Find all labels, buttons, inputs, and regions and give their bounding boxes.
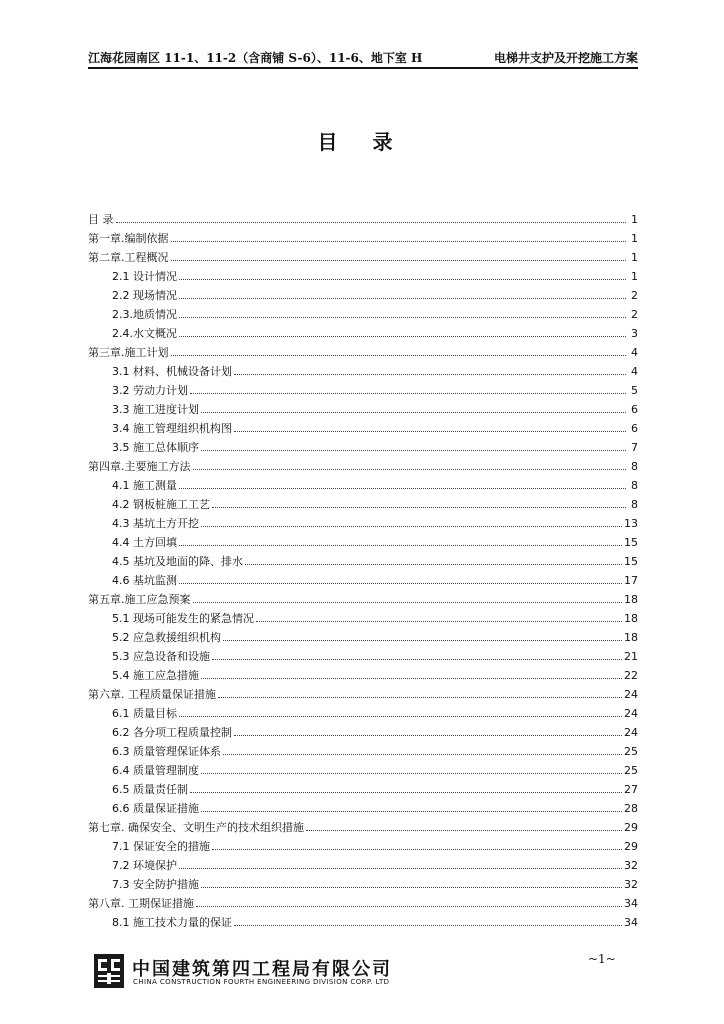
toc-leader-dots	[201, 811, 622, 812]
toc-entry-title: 4.5 基坑及地面的降、排水	[112, 555, 243, 568]
toc-entry-title: 第五章.施工应急预案	[88, 593, 191, 606]
toc-entry-page: 18	[624, 593, 638, 606]
toc-leader-dots	[212, 659, 622, 660]
header-rule	[88, 67, 638, 69]
header-project-title: 江海花园南区 11-1、11-2（含商铺 S-6）、11-6、地下室 H	[88, 51, 423, 65]
toc-entry-page: 4	[631, 365, 638, 378]
toc-leader-dots	[193, 469, 627, 470]
table-of-contents	[88, 207, 638, 929]
toc-entry-title: 3.3 施工进度计划	[112, 403, 199, 416]
toc-entry-page: 7	[631, 441, 638, 454]
toc-leader-dots	[179, 279, 626, 280]
toc-entry[interactable]	[88, 682, 638, 701]
toc-entry-page: 25	[624, 764, 638, 777]
toc-entry-title: 6.3 质量管理保证体系	[112, 745, 221, 758]
toc-entry-page: 24	[624, 726, 638, 739]
toc-entry[interactable]	[88, 321, 638, 340]
toc-leader-dots	[201, 450, 626, 451]
toc-leader-dots	[223, 754, 622, 755]
toc-entry-title: 第三章.施工计划	[88, 346, 169, 359]
toc-entry[interactable]	[88, 910, 638, 929]
toc-entry[interactable]	[88, 606, 638, 625]
toc-entry-page: 8	[631, 498, 638, 511]
toc-entry[interactable]	[88, 872, 638, 891]
toc-entry-title: 6.1 质量目标	[112, 707, 177, 720]
toc-entry-page: 1	[631, 270, 638, 283]
toc-entry[interactable]	[88, 416, 638, 435]
toc-entry[interactable]	[88, 435, 638, 454]
toc-leader-dots	[179, 716, 622, 717]
toc-title: 目 录	[317, 130, 407, 154]
toc-entry[interactable]	[88, 891, 638, 910]
toc-entry-page: 18	[624, 612, 638, 625]
toc-leader-dots	[179, 317, 626, 318]
toc-entry-title: 6.4 质量管理制度	[112, 764, 199, 777]
toc-entry[interactable]	[88, 549, 638, 568]
toc-entry-page: 29	[624, 840, 638, 853]
toc-leader-dots	[218, 697, 622, 698]
toc-leader-dots	[171, 260, 627, 261]
toc-entry-title: 4.1 施工测量	[112, 479, 177, 492]
toc-leader-dots	[212, 507, 626, 508]
toc-entry-page: 15	[624, 555, 638, 568]
toc-entry-title: 5.3 应急设备和设施	[112, 650, 210, 663]
toc-entry[interactable]	[88, 359, 638, 378]
toc-entry-title: 7.3 安全防护措施	[112, 878, 199, 891]
toc-entry-title: 2.1 设计情况	[112, 270, 177, 283]
toc-entry[interactable]	[88, 511, 638, 530]
toc-entry-title: 第八章. 工期保证措施	[88, 897, 194, 910]
toc-leader-dots	[234, 374, 626, 375]
toc-entry[interactable]	[88, 663, 638, 682]
toc-entry[interactable]	[88, 473, 638, 492]
toc-entry[interactable]	[88, 340, 638, 359]
toc-entry-title: 5.1 现场可能发生的紧急情况	[112, 612, 254, 625]
toc-leader-dots	[223, 640, 622, 641]
toc-entry-title: 2.3.地质情况	[112, 308, 177, 321]
toc-leader-dots	[196, 906, 622, 907]
toc-leader-dots	[234, 925, 622, 926]
toc-entry-page: 2	[631, 308, 638, 321]
toc-entry[interactable]	[88, 587, 638, 606]
toc-entry[interactable]	[88, 701, 638, 720]
toc-leader-dots	[201, 526, 622, 527]
toc-entry-page: 28	[624, 802, 638, 815]
toc-entry-page: 29	[624, 821, 638, 834]
toc-leader-dots	[179, 583, 622, 584]
toc-entry[interactable]	[88, 207, 638, 226]
toc-entry-page: 3	[631, 327, 638, 340]
toc-entry-title: 2.4.水文概况	[112, 327, 177, 340]
toc-entry-page: 13	[624, 517, 638, 530]
toc-entry-page: 27	[624, 783, 638, 796]
toc-entry-title: 第二章.工程概况	[88, 251, 169, 264]
toc-entry[interactable]	[88, 397, 638, 416]
toc-entry[interactable]	[88, 378, 638, 397]
toc-entry[interactable]	[88, 625, 638, 644]
toc-entry-page: 32	[624, 859, 638, 872]
running-header	[88, 48, 638, 66]
toc-entry[interactable]	[88, 644, 638, 663]
toc-entry-page: 25	[624, 745, 638, 758]
toc-entry-page: 34	[624, 916, 638, 929]
toc-entry-page: 24	[624, 707, 638, 720]
toc-entry[interactable]	[88, 815, 638, 834]
toc-entry-page: 1	[631, 232, 638, 245]
toc-entry-page: 34	[624, 897, 638, 910]
toc-entry-title: 目 录	[88, 213, 114, 226]
toc-entry-page: 8	[631, 479, 638, 492]
toc-leader-dots	[201, 678, 622, 679]
toc-entry[interactable]	[88, 777, 638, 796]
toc-entry-title: 6.2 各分项工程质量控制	[112, 726, 232, 739]
toc-entry-page: 6	[631, 422, 638, 435]
toc-entry[interactable]	[88, 226, 638, 245]
toc-leader-dots	[179, 545, 622, 546]
toc-entry-title: 3.4 施工管理组织机构图	[112, 422, 232, 435]
toc-entry-title: 6.6 质量保证措施	[112, 802, 199, 815]
toc-entry-title: 第七章. 确保安全、文明生产的技术组织措施	[88, 821, 304, 834]
toc-entry-page: 1	[631, 213, 638, 226]
toc-entry-title: 4.2 钢板桩施工工艺	[112, 498, 210, 511]
toc-entry-title: 6.5 质量责任制	[112, 783, 188, 796]
toc-entry[interactable]	[88, 796, 638, 815]
company-name-en: CHINA CONSTRUCTION FOURTH ENGINEERING DIVISION CORP. LTD	[133, 978, 390, 986]
toc-entry-title: 5.4 施工应急措施	[112, 669, 199, 682]
toc-entry-title: 4.6 基坑监测	[112, 574, 177, 587]
toc-entry[interactable]	[88, 720, 638, 739]
toc-entry-page: 22	[624, 669, 638, 682]
toc-leader-dots	[179, 298, 626, 299]
toc-leader-dots	[212, 849, 622, 850]
toc-entry[interactable]	[88, 834, 638, 853]
header-document-title: 电梯井支护及开挖施工方案	[493, 51, 638, 65]
toc-entry[interactable]	[88, 853, 638, 872]
toc-entry-title: 5.2 应急救援组织机构	[112, 631, 221, 644]
toc-entry-page: 5	[631, 384, 638, 397]
toc-entry-title: 7.2 环境保护	[112, 859, 177, 872]
toc-leader-dots	[245, 564, 622, 565]
toc-entry[interactable]	[88, 492, 638, 511]
toc-entry-page: 15	[624, 536, 638, 549]
toc-entry[interactable]	[88, 283, 638, 302]
toc-entry-title: 3.1 材料、机械设备计划	[112, 365, 232, 378]
toc-entry[interactable]	[88, 739, 638, 758]
company-name-cn: 中国建筑第四工程局有限公司	[132, 959, 392, 980]
toc-leader-dots	[234, 431, 626, 432]
toc-entry[interactable]	[88, 264, 638, 283]
toc-entry-title: 4.4 土方回填	[112, 536, 177, 549]
toc-leader-dots	[179, 488, 626, 489]
toc-entry-page: 4	[631, 346, 638, 359]
toc-entry-page: 17	[624, 574, 638, 587]
toc-entry-page: 1	[631, 251, 638, 264]
toc-entry-page: 18	[624, 631, 638, 644]
toc-leader-dots	[171, 241, 627, 242]
toc-entry-page: 2	[631, 289, 638, 302]
toc-leader-dots	[179, 868, 622, 869]
toc-leader-dots	[190, 393, 626, 394]
toc-entry-title: 2.2 现场情况	[112, 289, 177, 302]
toc-entry-title: 第一章.编制依据	[88, 232, 169, 245]
toc-entry[interactable]	[88, 245, 638, 264]
toc-entry[interactable]	[88, 568, 638, 587]
toc-entry-page: 8	[631, 460, 638, 473]
toc-entry[interactable]	[88, 302, 638, 321]
toc-leader-dots	[256, 621, 622, 622]
company-logo-icon	[94, 954, 124, 988]
toc-leader-dots	[171, 355, 627, 356]
toc-entry[interactable]	[88, 758, 638, 777]
toc-entry-page: 6	[631, 403, 638, 416]
toc-entry-title: 7.1 保证安全的措施	[112, 840, 210, 853]
toc-leader-dots	[193, 602, 623, 603]
toc-entry-title: 第六章. 工程质量保证措施	[88, 688, 216, 701]
toc-leader-dots	[201, 412, 626, 413]
toc-leader-dots	[190, 792, 622, 793]
toc-entry-title: 3.2 劳动力计划	[112, 384, 188, 397]
toc-entry[interactable]	[88, 530, 638, 549]
page-number: ~1~	[588, 952, 616, 966]
toc-entry[interactable]	[88, 454, 638, 473]
toc-entry-title: 8.1 施工技术力量的保证	[112, 916, 232, 929]
toc-entry-title: 第四章.主要施工方法	[88, 460, 191, 473]
toc-leader-dots	[179, 336, 626, 337]
toc-leader-dots	[201, 887, 622, 888]
toc-entry-title: 4.3 基坑土方开挖	[112, 517, 199, 530]
toc-entry-page: 24	[624, 688, 638, 701]
toc-leader-dots	[201, 773, 622, 774]
toc-leader-dots	[306, 830, 622, 831]
toc-entry-title: 3.5 施工总体顺序	[112, 441, 199, 454]
toc-entry-page: 21	[624, 650, 638, 663]
toc-leader-dots	[234, 735, 622, 736]
toc-leader-dots	[116, 222, 627, 223]
toc-entry-page: 32	[624, 878, 638, 891]
